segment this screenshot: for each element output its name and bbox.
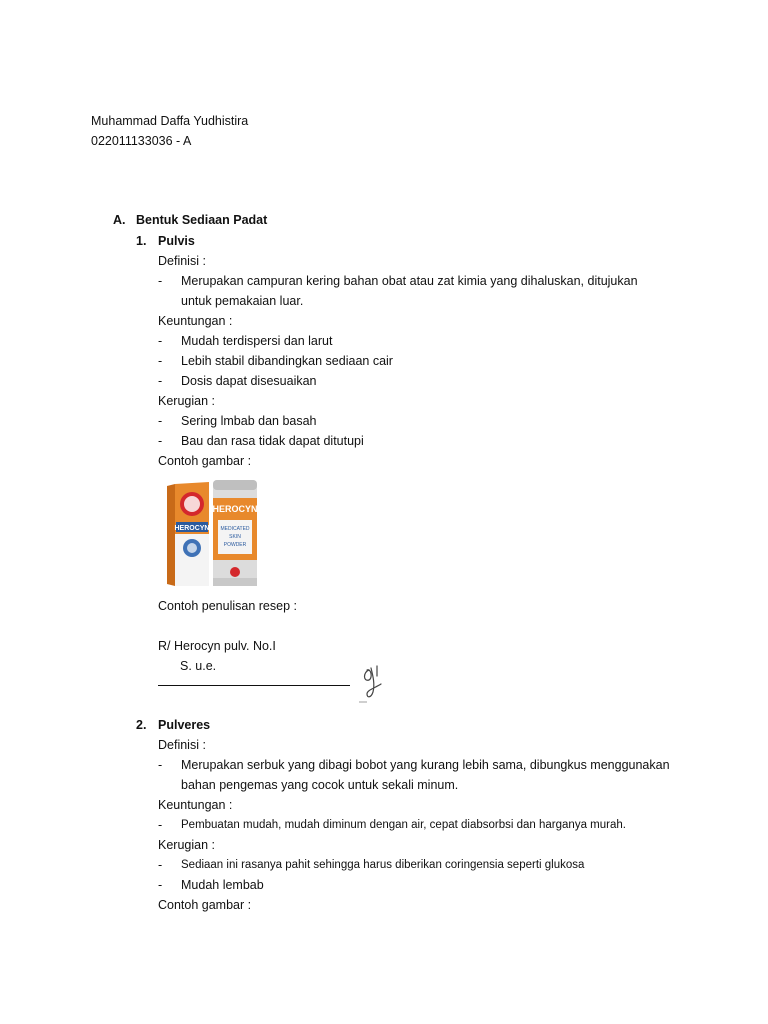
section-marker: A. xyxy=(113,213,126,227)
list-item: Lebih stabil dibandingkan sediaan cair xyxy=(181,354,393,368)
keuntungan-label: Keuntungan : xyxy=(158,314,233,328)
definisi-text: bahan pengemas yang cocok untuk sekali minum. xyxy=(181,778,459,792)
list-dash: - xyxy=(158,878,163,892)
can-sub-text: POWDER xyxy=(223,542,247,548)
resep-label: Contoh penulisan resep : xyxy=(158,599,297,613)
list-item: Mudah lembab xyxy=(181,878,264,892)
definisi-text: untuk pemakaian luar. xyxy=(181,294,304,308)
list-dash: - xyxy=(158,434,163,448)
resep-line: S. u.e. xyxy=(180,659,217,673)
kerugian-label: Kerugian : xyxy=(158,838,215,852)
definisi-text: Merupakan campuran kering bahan obat atau zat kimia yang dihaluskan, ditujukan xyxy=(181,274,638,288)
signature-image xyxy=(355,662,389,706)
item-number: 1. xyxy=(136,234,147,248)
list-dash: - xyxy=(158,414,163,428)
list-dash: - xyxy=(158,858,163,872)
definisi-text: Merupakan serbuk yang dibagi bobot yang kurang lebih sama, dibungkus menggunakan xyxy=(181,758,670,772)
list-item: Dosis dapat disesuaikan xyxy=(181,374,317,388)
item-title: Pulvis xyxy=(158,234,195,248)
student-id: 022011133036 - A xyxy=(91,134,192,148)
keuntungan-label: Keuntungan : xyxy=(158,798,233,812)
list-item: Pembuatan mudah, mudah diminum dengan air, cepat diabsorbsi dan harganya murah. xyxy=(181,819,626,831)
author-name: Muhammad Daffa Yudhistira xyxy=(91,114,249,128)
definisi-label: Definisi : xyxy=(158,254,206,268)
list-dash: - xyxy=(158,374,163,388)
definisi-label: Definisi : xyxy=(158,738,206,752)
list-dash: - xyxy=(158,334,163,348)
list-item: Mudah terdispersi dan larut xyxy=(181,334,333,348)
list-item: Sering lmbab dan basah xyxy=(181,414,317,428)
gambar-label: Contoh gambar : xyxy=(158,454,252,468)
list-dash: - xyxy=(158,758,163,772)
can-sub-text: SKIN xyxy=(229,534,241,540)
can-sub-text: MEDICATED xyxy=(220,526,250,532)
list-dash: - xyxy=(158,354,163,368)
signature-line xyxy=(158,685,350,686)
list-item: Sediaan ini rasanya pahit sehingga harus diberikan coringensia seperti glukosa xyxy=(181,859,585,871)
list-dash: - xyxy=(158,818,163,832)
list-item: Bau dan rasa tidak dapat ditutupi xyxy=(181,434,364,448)
resep-line: R/ Herocyn pulv. No.I xyxy=(158,639,276,653)
section-title: Bentuk Sediaan Padat xyxy=(136,213,268,227)
list-dash: - xyxy=(158,274,163,288)
kerugian-label: Kerugian : xyxy=(158,394,215,408)
gambar-label: Contoh gambar : xyxy=(158,898,252,912)
box-brand: HEROCYN xyxy=(174,525,210,532)
product-image xyxy=(163,474,275,589)
item-number: 2. xyxy=(136,718,147,732)
item-title: Pulveres xyxy=(158,718,211,732)
can-brand: HEROCYN xyxy=(212,504,258,514)
